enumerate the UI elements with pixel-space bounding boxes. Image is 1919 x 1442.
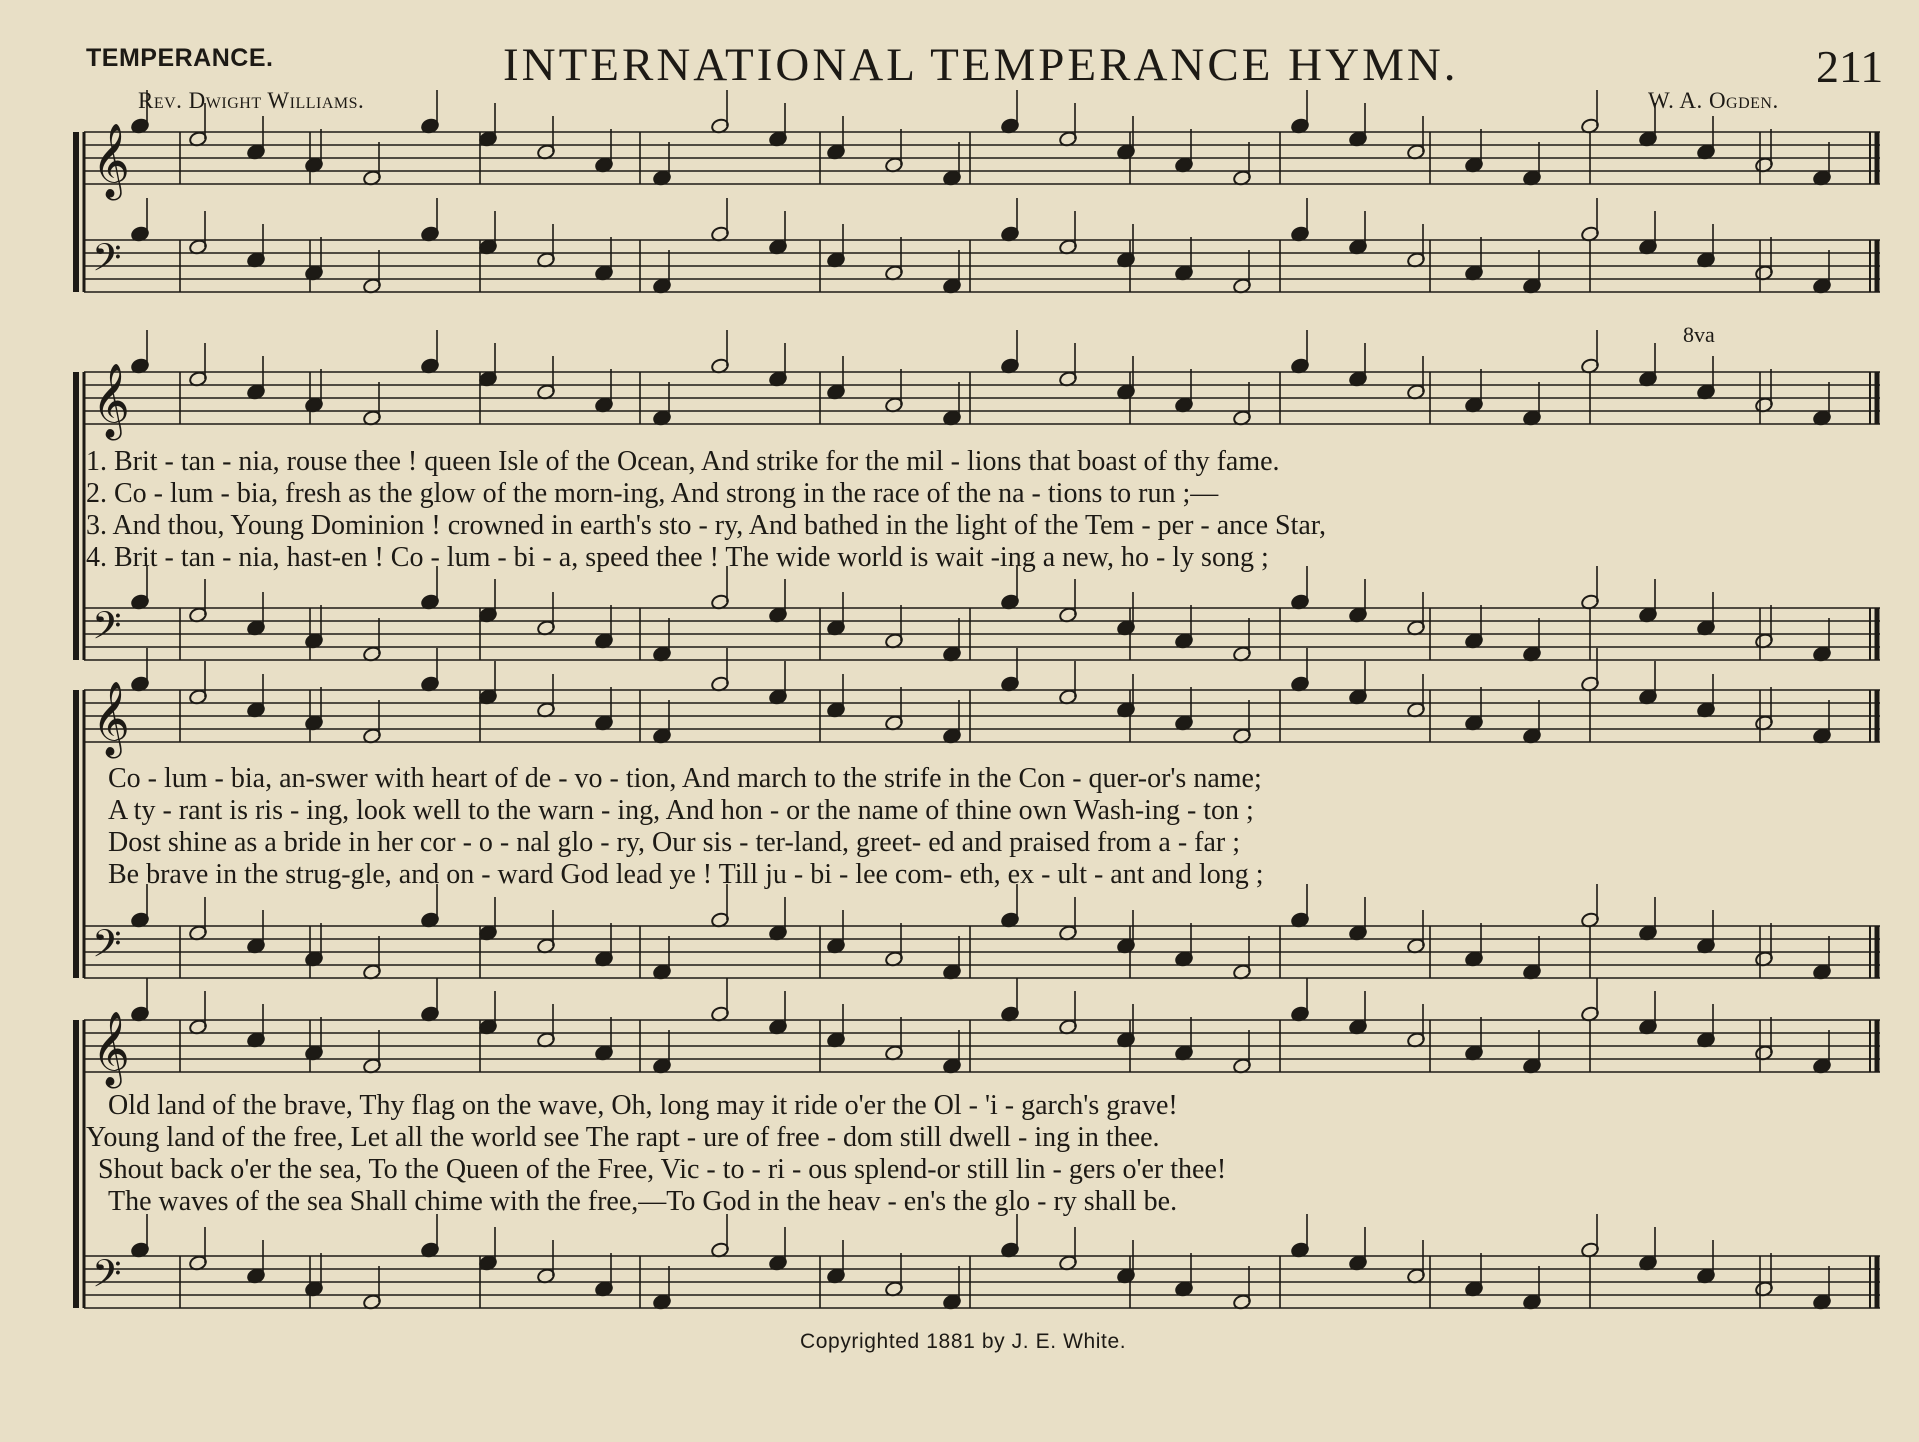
- lyric-v2-line2: A ty - rant is ris - ing, look well to the warn - ing, And hon - or the name of thine own Wash-ing - ton ;: [108, 795, 1254, 826]
- lyric-v1-line2: Co - lum - bia, an-swer with heart of de - vo - tion, And march to the strife in the Con - quer-or's name;: [108, 763, 1262, 794]
- bass-clef-icon: 𝄢: [92, 1251, 122, 1305]
- lyric-v3-line1: 3. And thou, Young Dominion ! crowned in earth's sto - ry, And bathed in the light of the Tem - per - ance Star,: [86, 510, 1326, 541]
- composer-credit: W. A. Ogden.: [1648, 88, 1779, 113]
- lyric-v4-line3: The waves of the sea Shall chime with the free,—To God in the heav - en's the glo - ry shall be.: [108, 1186, 1178, 1217]
- lyricist-credit: Rev. Dwight Williams.: [138, 88, 365, 113]
- hymn-title: INTERNATIONAL TEMPERANCE HYMN.: [503, 39, 1459, 91]
- bass-clef-icon: 𝄢: [92, 921, 122, 975]
- lyric-v1-line3: Old land of the brave, Thy flag on the wave, Oh, long may it ride o'er the Ol - 'i - garch's grave!: [108, 1090, 1178, 1121]
- lyric-v2-line3: Young land of the free, Let all the world see The rapt - ure of free - dom still dwell - ing in thee.: [86, 1122, 1160, 1153]
- copyright-notice: Copyrighted 1881 by J. E. White.: [800, 1330, 1127, 1353]
- bass-clef-icon: 𝄢: [92, 235, 122, 289]
- lyric-v3-line2: Dost shine as a bride in her cor - o - nal glo - ry, Our sis - ter-land, greet- ed and praised from a - far ;: [108, 827, 1241, 858]
- lyric-v2-line1: 2. Co - lum - bia, fresh as the glow of the morn-ing, And strong in the race of the na - tions to run ;—: [86, 478, 1219, 509]
- octave-mark: 8va: [1683, 322, 1715, 347]
- bass-clef-icon: 𝄢: [92, 603, 122, 657]
- treble-clef-icon: 𝄞: [92, 682, 130, 756]
- lyric-v1-line1: 1. Brit - tan - nia, rouse thee ! queen Isle of the Ocean, And strike for the mil - lions that boast of thy fame.: [86, 446, 1280, 477]
- treble-clef-icon: 𝄞: [92, 1012, 130, 1086]
- lyric-v3-line3: Shout back o'er the sea, To the Queen of the Free, Vic - to - ri - ous splend-or still lin - gers o'er thee!: [98, 1154, 1227, 1185]
- lyric-v4-line1: 4. Brit - tan - nia, hast-en ! Co - lum - bi - a, speed thee ! The wide world is wait -ing a new, ho - ly song ;: [86, 542, 1269, 573]
- treble-clef-icon: 𝄞: [92, 364, 130, 438]
- page-number: 211: [1816, 41, 1884, 92]
- section-label: TEMPERANCE.: [86, 44, 274, 72]
- treble-clef-icon: 𝄞: [92, 124, 130, 198]
- lyric-v4-line2: Be brave in the strug-gle, and on - ward God lead ye ! Till ju - bi - lee com- eth, ex - ult - ant and long ;: [108, 859, 1264, 890]
